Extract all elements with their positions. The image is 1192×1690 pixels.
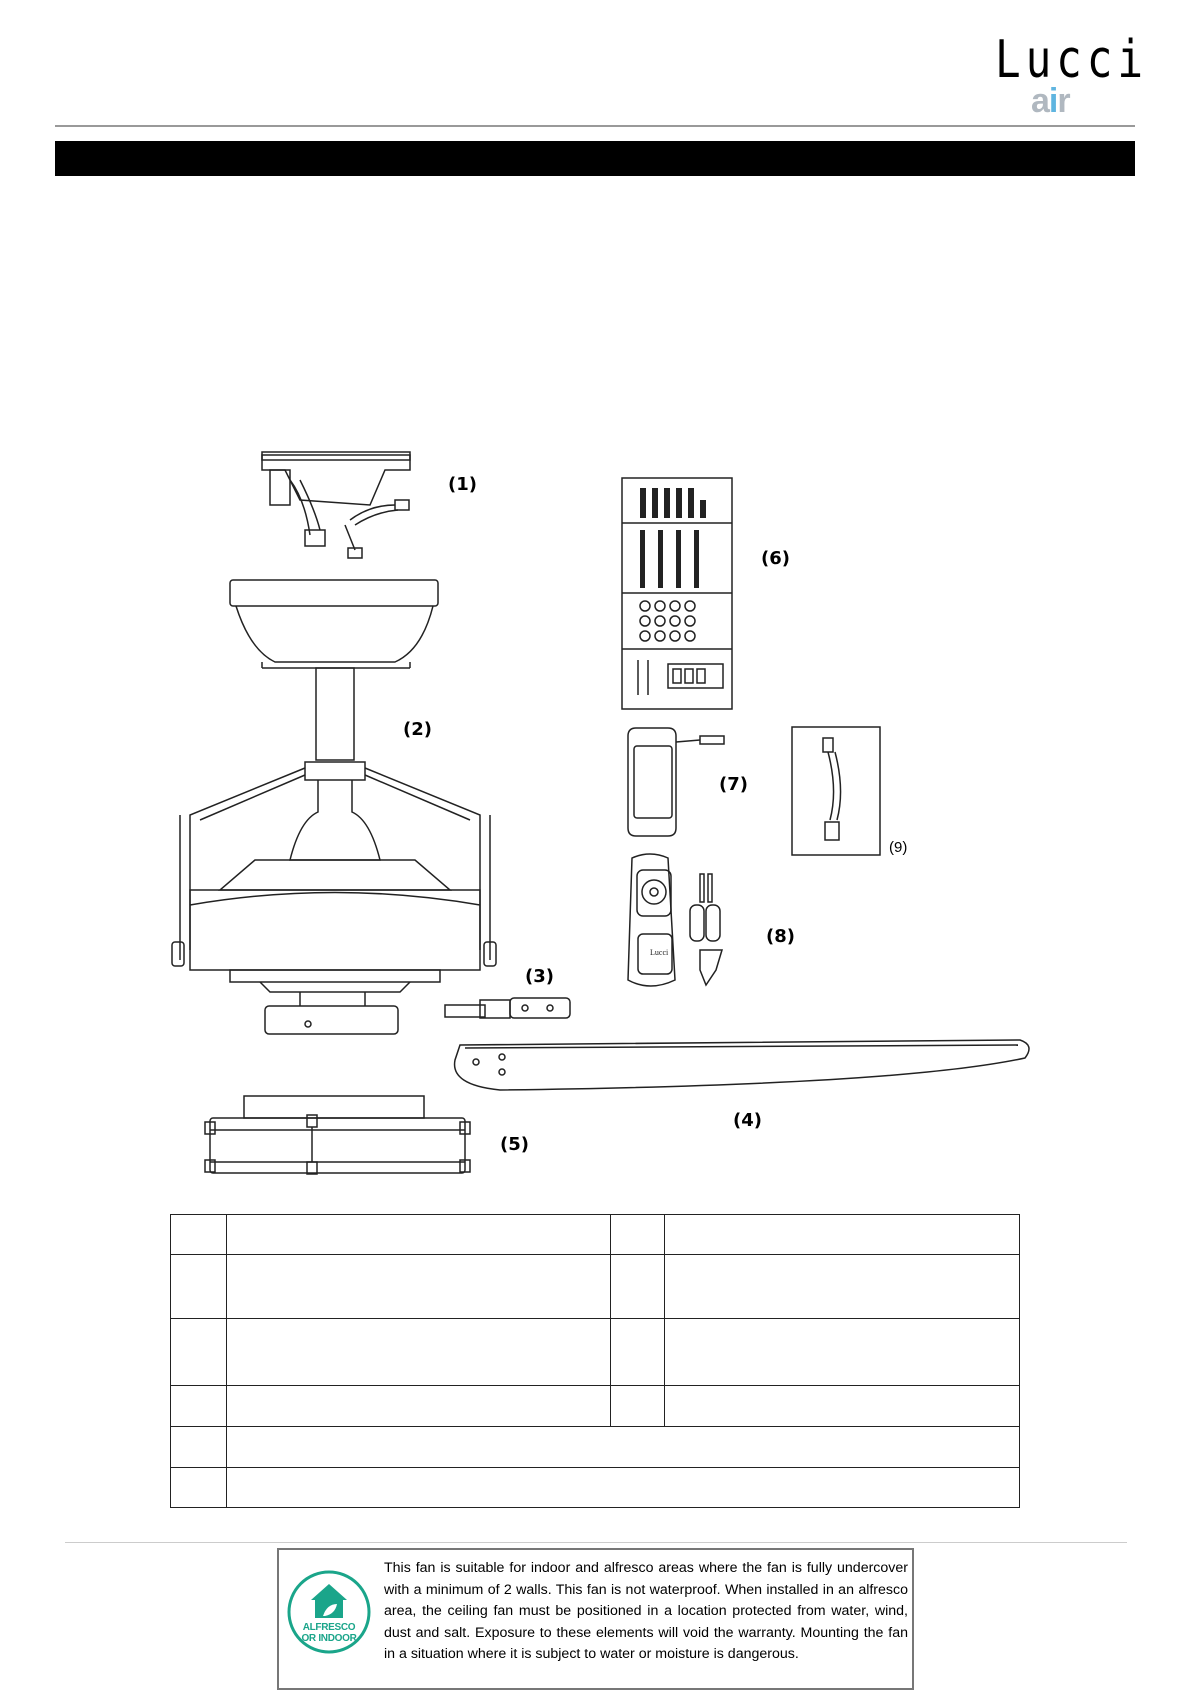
blade-bracket-illustration (445, 998, 570, 1018)
remote-brand-mark: Lucci (650, 948, 669, 957)
table-cell (171, 1386, 227, 1427)
part-label-1: (1) (448, 474, 477, 495)
table-cell (665, 1255, 1020, 1319)
logo-air-a: a (1031, 82, 1049, 120)
logo-air-i: i (1048, 82, 1058, 120)
table-cell (227, 1386, 611, 1427)
alfresco-badge (287, 1570, 371, 1654)
table-cell (611, 1215, 665, 1255)
part-label-8: (8) (766, 926, 795, 947)
table-row (171, 1386, 1020, 1427)
part-label-3: (3) (525, 966, 554, 987)
logo-wordmark: Lucci (995, 30, 1148, 90)
table-cell (171, 1468, 227, 1508)
remote-illustration (628, 854, 722, 986)
receiver-illustration (628, 728, 724, 836)
badge-line-2: OR INDOOR (301, 1633, 357, 1644)
table-cell (665, 1386, 1020, 1427)
table-cell (611, 1255, 665, 1319)
motor-assembly-illustration (172, 580, 496, 1034)
table-cell (227, 1255, 611, 1319)
table-cell (227, 1319, 611, 1386)
table-cell (665, 1215, 1020, 1255)
table-row (171, 1319, 1020, 1386)
table-row (171, 1427, 1020, 1468)
part-label-7: (7) (719, 774, 748, 795)
alfresco-notice-text: This fan is suitable for indoor and alfresco areas where the fan is fully undercover with a minimum of 2 walls. This fan is not waterproof. When installed in an alfresco area, the ceiling fan must be positioned in a location protected from water, wind, dust and salt. Exposure to these elements will void the warranty. Mounting the fan in a situation where it is subject to water or moisture is dangerous. (384, 1560, 908, 1663)
table-cell (171, 1319, 227, 1386)
table-cell (171, 1255, 227, 1319)
table-cell (611, 1386, 665, 1427)
table-row (171, 1468, 1020, 1508)
part-label-4: (4) (733, 1110, 762, 1131)
blade-illustration (455, 1040, 1029, 1090)
mounting-bracket-illustration (262, 452, 410, 558)
parts-list-table (170, 1214, 1020, 1508)
part-label-2: (2) (403, 719, 432, 740)
badge-line-1: ALFRESCO (302, 1622, 356, 1633)
cover-assembly-illustration (205, 1096, 470, 1174)
table-cell (611, 1319, 665, 1386)
table-cell (665, 1319, 1020, 1386)
table-cell (227, 1468, 1020, 1508)
table-cell (171, 1215, 227, 1255)
table-cell (227, 1427, 1020, 1468)
connector-illustration (792, 727, 880, 855)
table-cell (171, 1427, 227, 1468)
part-label-6: (6) (761, 548, 790, 569)
table-row (171, 1255, 1020, 1319)
footer-divider (65, 1542, 1127, 1543)
table-row (171, 1215, 1020, 1255)
logo-air-r: r (1057, 82, 1070, 120)
part-label-9: (9) (889, 839, 908, 856)
hardware-pack-illustration (622, 478, 732, 709)
part-label-5: (5) (500, 1134, 529, 1155)
table-cell (227, 1215, 611, 1255)
